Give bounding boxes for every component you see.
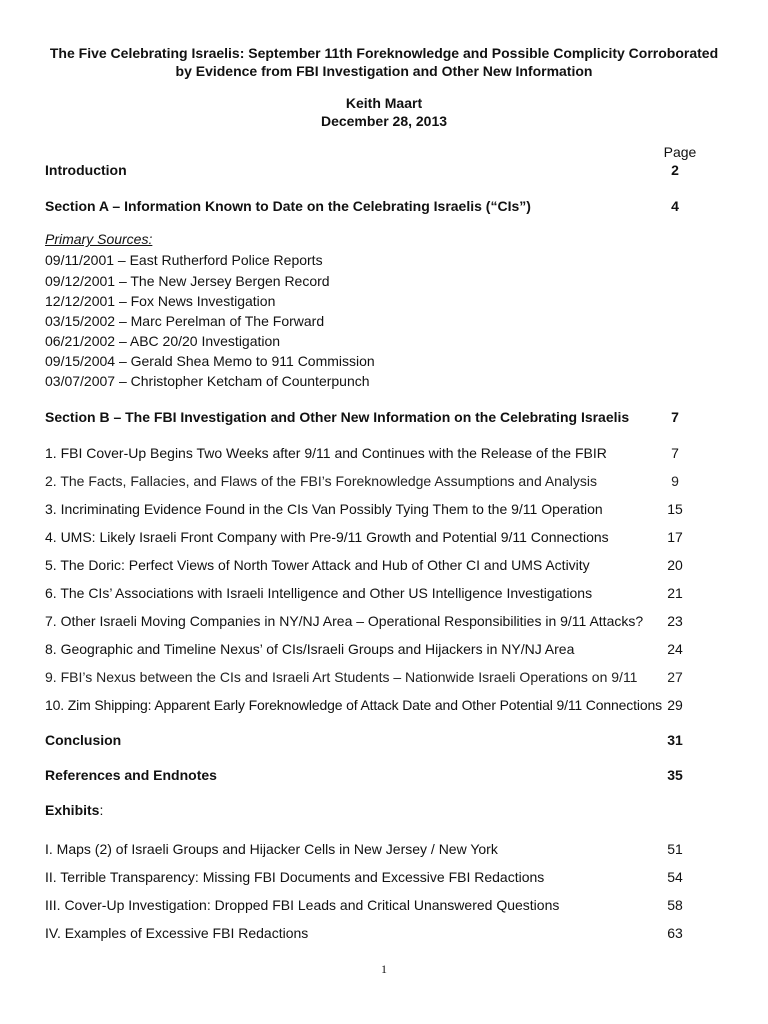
exhibits-colon: : xyxy=(99,802,104,818)
toc-exhibit-label: I. Maps (2) of Israeli Groups and Hijacker Cells in New Jersey / New York xyxy=(45,841,498,857)
page-column-header: Page xyxy=(663,144,697,160)
toc-item-label: 5. The Doric: Perfect Views of North Tower Attack and Hub of Other CI and UMS Activity xyxy=(45,557,590,573)
toc-item-label: 10. Zim Shipping: Apparent Early Foreknowledge of Attack Date and Other Potential 9/11 Connections xyxy=(45,697,662,713)
title-line-1: The Five Celebrating Israelis: September 11th Foreknowledge and Possible Complicity Corroborated xyxy=(49,45,719,61)
footer-page-number: 1 xyxy=(381,962,387,976)
toc-item-label: 4. UMS: Likely Israeli Front Company with Pre-9/11 Growth and Potential 9/11 Connections xyxy=(45,529,609,545)
toc-exhibit-page: 54 xyxy=(667,869,683,885)
toc-conclusion-label: Conclusion xyxy=(45,732,122,748)
toc-item-page: 29 xyxy=(667,697,683,713)
toc-item-page: 21 xyxy=(667,585,683,601)
toc-section-a-label: Section A – Information Known to Date on the Celebrating Israelis (“CIs”) xyxy=(45,198,531,214)
primary-source-item: 06/21/2002 – ABC 20/20 Investigation xyxy=(45,333,281,349)
toc-exhibit-page: 58 xyxy=(667,897,683,913)
toc-exhibit-page: 51 xyxy=(667,841,683,857)
toc-introduction-label: Introduction xyxy=(45,162,127,178)
primary-source-item: 09/11/2001 – East Rutherford Police Reports xyxy=(45,252,323,268)
primary-source-item: 09/12/2001 – The New Jersey Bergen Record xyxy=(45,273,330,289)
toc-item-label: 1. FBI Cover-Up Begins Two Weeks after 9/11 and Continues with the Release of the FBIR xyxy=(45,445,607,461)
document-title xyxy=(30,44,738,80)
title-line-2: by Evidence from FBI Investigation and Other New Information xyxy=(175,63,593,79)
toc-section-b-label: Section B – The FBI Investigation and Other New Information on the Celebrating Israelis xyxy=(45,409,630,425)
toc-item-label: 3. Incriminating Evidence Found in the CIs Van Possibly Tying Them to the 9/11 Operation xyxy=(45,501,603,517)
author-block xyxy=(30,94,738,130)
exhibits-label: Exhibits xyxy=(45,802,100,818)
toc-section-a-page: 4 xyxy=(671,198,679,214)
toc-conclusion-page: 31 xyxy=(667,732,683,748)
toc-item-page: 27 xyxy=(667,669,683,685)
toc-item-page: 24 xyxy=(667,641,683,657)
document-date: December 28, 2013 xyxy=(320,113,448,129)
toc-references-label: References and Endnotes xyxy=(45,767,217,783)
toc-exhibit-label: II. Terrible Transparency: Missing FBI Documents and Excessive FBI Redactions xyxy=(45,869,545,885)
toc-item-page: 20 xyxy=(667,557,683,573)
toc-introduction-page: 2 xyxy=(671,162,679,178)
toc-item-page: 17 xyxy=(667,529,683,545)
toc-item-page: 15 xyxy=(667,501,683,517)
toc-item-label: 8. Geographic and Timeline Nexus’ of CIs/Israeli Groups and Hijackers in NY/NJ Area xyxy=(45,641,575,657)
toc-item-page: 7 xyxy=(671,445,679,461)
primary-source-item: 12/12/2001 – Fox News Investigation xyxy=(45,293,276,309)
author-name: Keith Maart xyxy=(345,95,423,111)
primary-source-item: 03/15/2002 – Marc Perelman of The Forward xyxy=(45,313,325,329)
toc-item-label: 6. The CIs’ Associations with Israeli Intelligence and Other US Intelligence Investigations xyxy=(45,585,593,601)
toc-item-label: 7. Other Israeli Moving Companies in NY/NJ Area – Operational Responsibilities in 9/11 Attacks? xyxy=(45,613,644,629)
toc-item-page: 23 xyxy=(667,613,683,629)
toc-item-label: 9. FBI’s Nexus between the CIs and Israeli Art Students – Nationwide Israeli Operations on 9/11 xyxy=(45,669,638,685)
toc-section-b-page: 7 xyxy=(671,409,679,425)
primary-source-item: 09/15/2004 – Gerald Shea Memo to 911 Commission xyxy=(45,353,375,369)
toc-references-page: 35 xyxy=(667,767,683,783)
toc-exhibit-page: 63 xyxy=(667,925,683,941)
toc-exhibit-label: III. Cover-Up Investigation: Dropped FBI Leads and Critical Unanswered Questions xyxy=(45,897,560,913)
primary-sources-heading: Primary Sources: xyxy=(45,231,153,247)
primary-source-item: 03/07/2007 – Christopher Ketcham of Counterpunch xyxy=(45,373,370,389)
toc-exhibit-label: IV. Examples of Excessive FBI Redactions xyxy=(45,925,309,941)
toc-item-page: 9 xyxy=(671,473,679,489)
toc-item-label: 2. The Facts, Fallacies, and Flaws of the FBI’s Foreknowledge Assumptions and Analysis xyxy=(45,473,597,489)
exhibits-heading-text xyxy=(45,801,103,819)
